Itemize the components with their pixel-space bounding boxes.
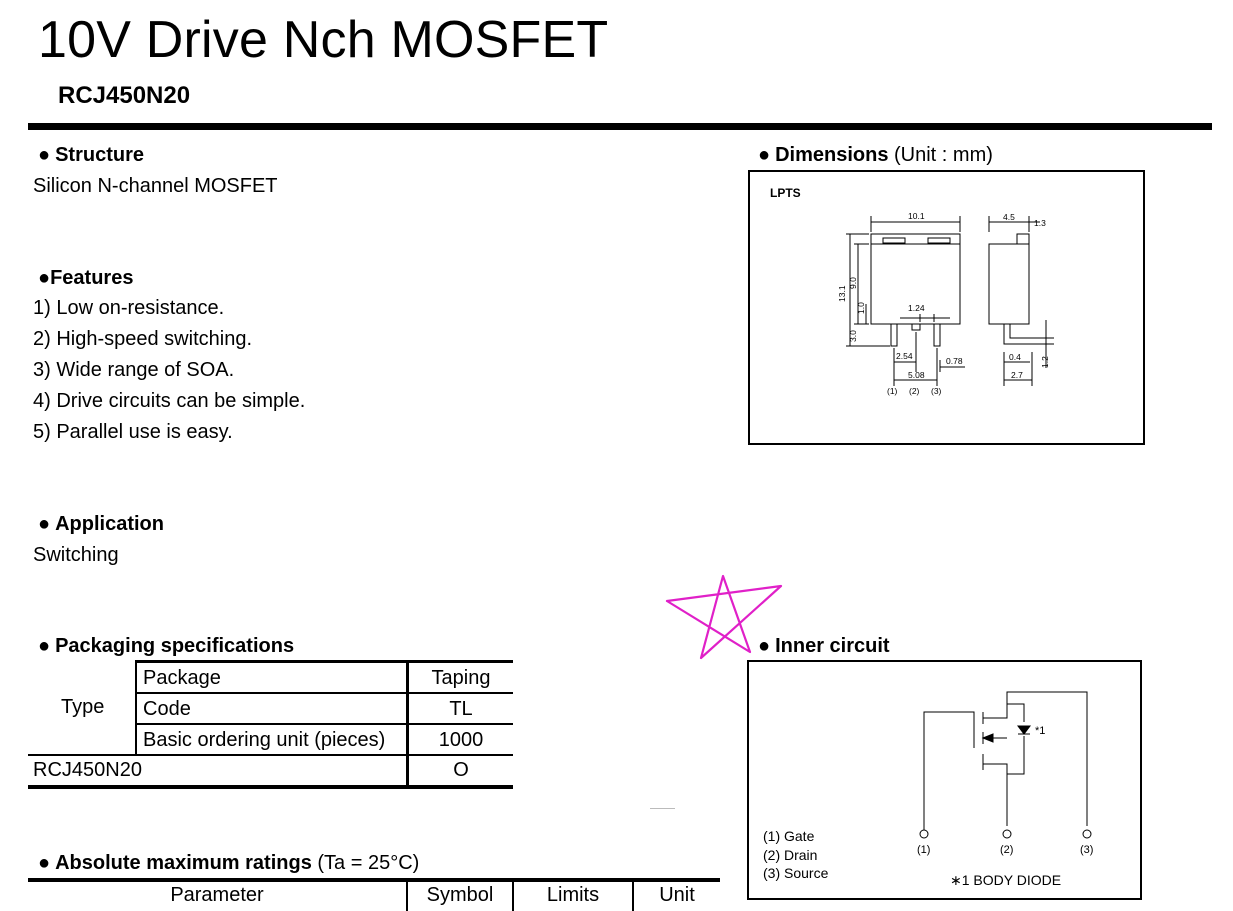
table-rule: [136, 660, 513, 663]
table-rule: [28, 785, 513, 789]
code-value: TL: [449, 698, 473, 720]
diode-marker: *1: [1035, 725, 1046, 737]
ordering-unit-value: 1000: [438, 729, 484, 751]
terminal-label-1: (1): [917, 844, 931, 856]
structure-heading: [38, 144, 144, 167]
source-terminal: [1083, 830, 1091, 838]
dim-height-total: 13.1: [837, 285, 847, 302]
application-heading: [38, 513, 164, 536]
faint-mark: [650, 808, 675, 809]
application-text: Switching: [33, 544, 119, 566]
part-number: RCJ450N20: [58, 82, 191, 109]
bullet-icon: ●: [38, 852, 51, 874]
ratings-table: [28, 878, 720, 911]
list-item: 1) Low on-resistance.: [33, 297, 225, 319]
table-rule: [135, 660, 137, 756]
pin-legend-drain: (2) Drain: [763, 846, 818, 863]
dim-side-lead: 2.7: [1011, 370, 1023, 380]
ordering-unit-label: Basic ordering unit (pieces): [143, 729, 386, 751]
page-title: 10V Drive Nch MOSFET: [38, 11, 609, 69]
terminal-label-3: (3): [1080, 844, 1094, 856]
ratings-heading-label: Absolute maximum ratings: [55, 852, 312, 874]
dim-width-top: 10.1: [908, 211, 925, 221]
dimensions-unit-note: (Unit : mm): [894, 144, 993, 166]
pin-legend-gate: (1) Gate: [763, 828, 815, 844]
features-list: [33, 296, 305, 451]
inner-circuit-heading-label: Inner circuit: [775, 635, 890, 657]
dimensions-heading: [758, 144, 993, 167]
column-header-unit: Unit: [659, 884, 695, 906]
lead-3: [934, 324, 940, 346]
dim-side-width: 4.5: [1003, 212, 1015, 222]
bullet-icon: ●: [38, 513, 51, 535]
part-row-value: O: [453, 759, 469, 781]
features-heading: [38, 267, 133, 290]
part-row-label: RCJ450N20: [33, 759, 142, 781]
dim-pin1: (1): [887, 386, 898, 396]
application-heading-label: Application: [55, 513, 164, 535]
dim-lead-length: 3.0: [848, 330, 858, 342]
features-heading-label: Features: [50, 267, 134, 289]
dim-pitch-total: 5.08: [908, 370, 925, 380]
table-rule: [28, 754, 513, 756]
list-item: 2) High-speed switching.: [33, 328, 252, 350]
bullet-icon: ●: [758, 144, 771, 166]
dim-tab-height: 1.0: [856, 302, 866, 314]
packaging-table: [28, 660, 513, 790]
source-lead: [983, 692, 1087, 826]
package-value: Taping: [431, 667, 491, 689]
list-item: 4) Drive circuits can be simple.: [33, 390, 306, 412]
drain-terminal: [1003, 830, 1011, 838]
package-outline-diagram: [750, 172, 1143, 443]
lead-2: [912, 324, 920, 330]
table-rule: [136, 723, 513, 725]
package-label: Package: [143, 667, 221, 689]
table-rule: [28, 878, 720, 882]
code-label: Code: [143, 698, 191, 720]
dim-side-h: 1.2: [1040, 356, 1050, 368]
dim-pitch: 2.54: [896, 351, 913, 361]
side-view-body: [989, 244, 1029, 324]
header-rule: [28, 123, 1212, 130]
gate-lead: [924, 712, 974, 830]
list-item: 5) Parallel use is easy.: [33, 421, 233, 443]
star-annotation-icon: [660, 570, 790, 665]
body-diode-note: ∗1 BODY DIODE: [950, 872, 1062, 888]
terminal-label-2: (2): [1000, 844, 1014, 856]
type-label: Type: [61, 696, 105, 718]
pin-legend-source: (3) Source: [763, 865, 829, 881]
dim-pin3: (3): [931, 386, 942, 396]
column-header-limits: Limits: [546, 884, 600, 906]
structure-heading-label: Structure: [55, 144, 144, 166]
dim-height-body: 9.0: [848, 277, 858, 289]
bullet-icon: ●: [38, 144, 51, 166]
bullet-icon: ●: [38, 635, 51, 657]
column-header-symbol: Symbol: [426, 884, 494, 906]
dim-lead-width: 0.78: [946, 356, 963, 366]
bullet-icon: ●: [758, 635, 771, 657]
packaging-heading: [38, 635, 294, 658]
drain-lead: [983, 764, 1007, 826]
gate-terminal: [920, 830, 928, 838]
package-name: LPTS: [770, 186, 801, 200]
dim-side-tab: 1.3: [1034, 218, 1046, 228]
dim-pin2: (2): [909, 386, 920, 396]
ratings-heading: [38, 852, 419, 875]
lead-1: [891, 324, 897, 346]
list-item: 3) Wide range of SOA.: [33, 359, 235, 381]
pin-legend: [763, 828, 828, 884]
table-rule: [136, 692, 513, 694]
column-header-parameter: Parameter: [170, 884, 264, 906]
dim-side-thick: 0.4: [1009, 352, 1021, 362]
ratings-condition: (Ta = 25°C): [317, 852, 420, 874]
dimensions-heading-label: Dimensions: [775, 144, 889, 166]
packaging-heading-label: Packaging specifications: [55, 635, 295, 657]
dim-lead-gap: 1.24: [908, 303, 925, 313]
structure-text: Silicon N-channel MOSFET: [33, 175, 278, 197]
dimensions-drawing: [748, 170, 1145, 445]
bullet-icon: ●: [38, 267, 51, 289]
body-diode-icon: [1018, 726, 1030, 734]
